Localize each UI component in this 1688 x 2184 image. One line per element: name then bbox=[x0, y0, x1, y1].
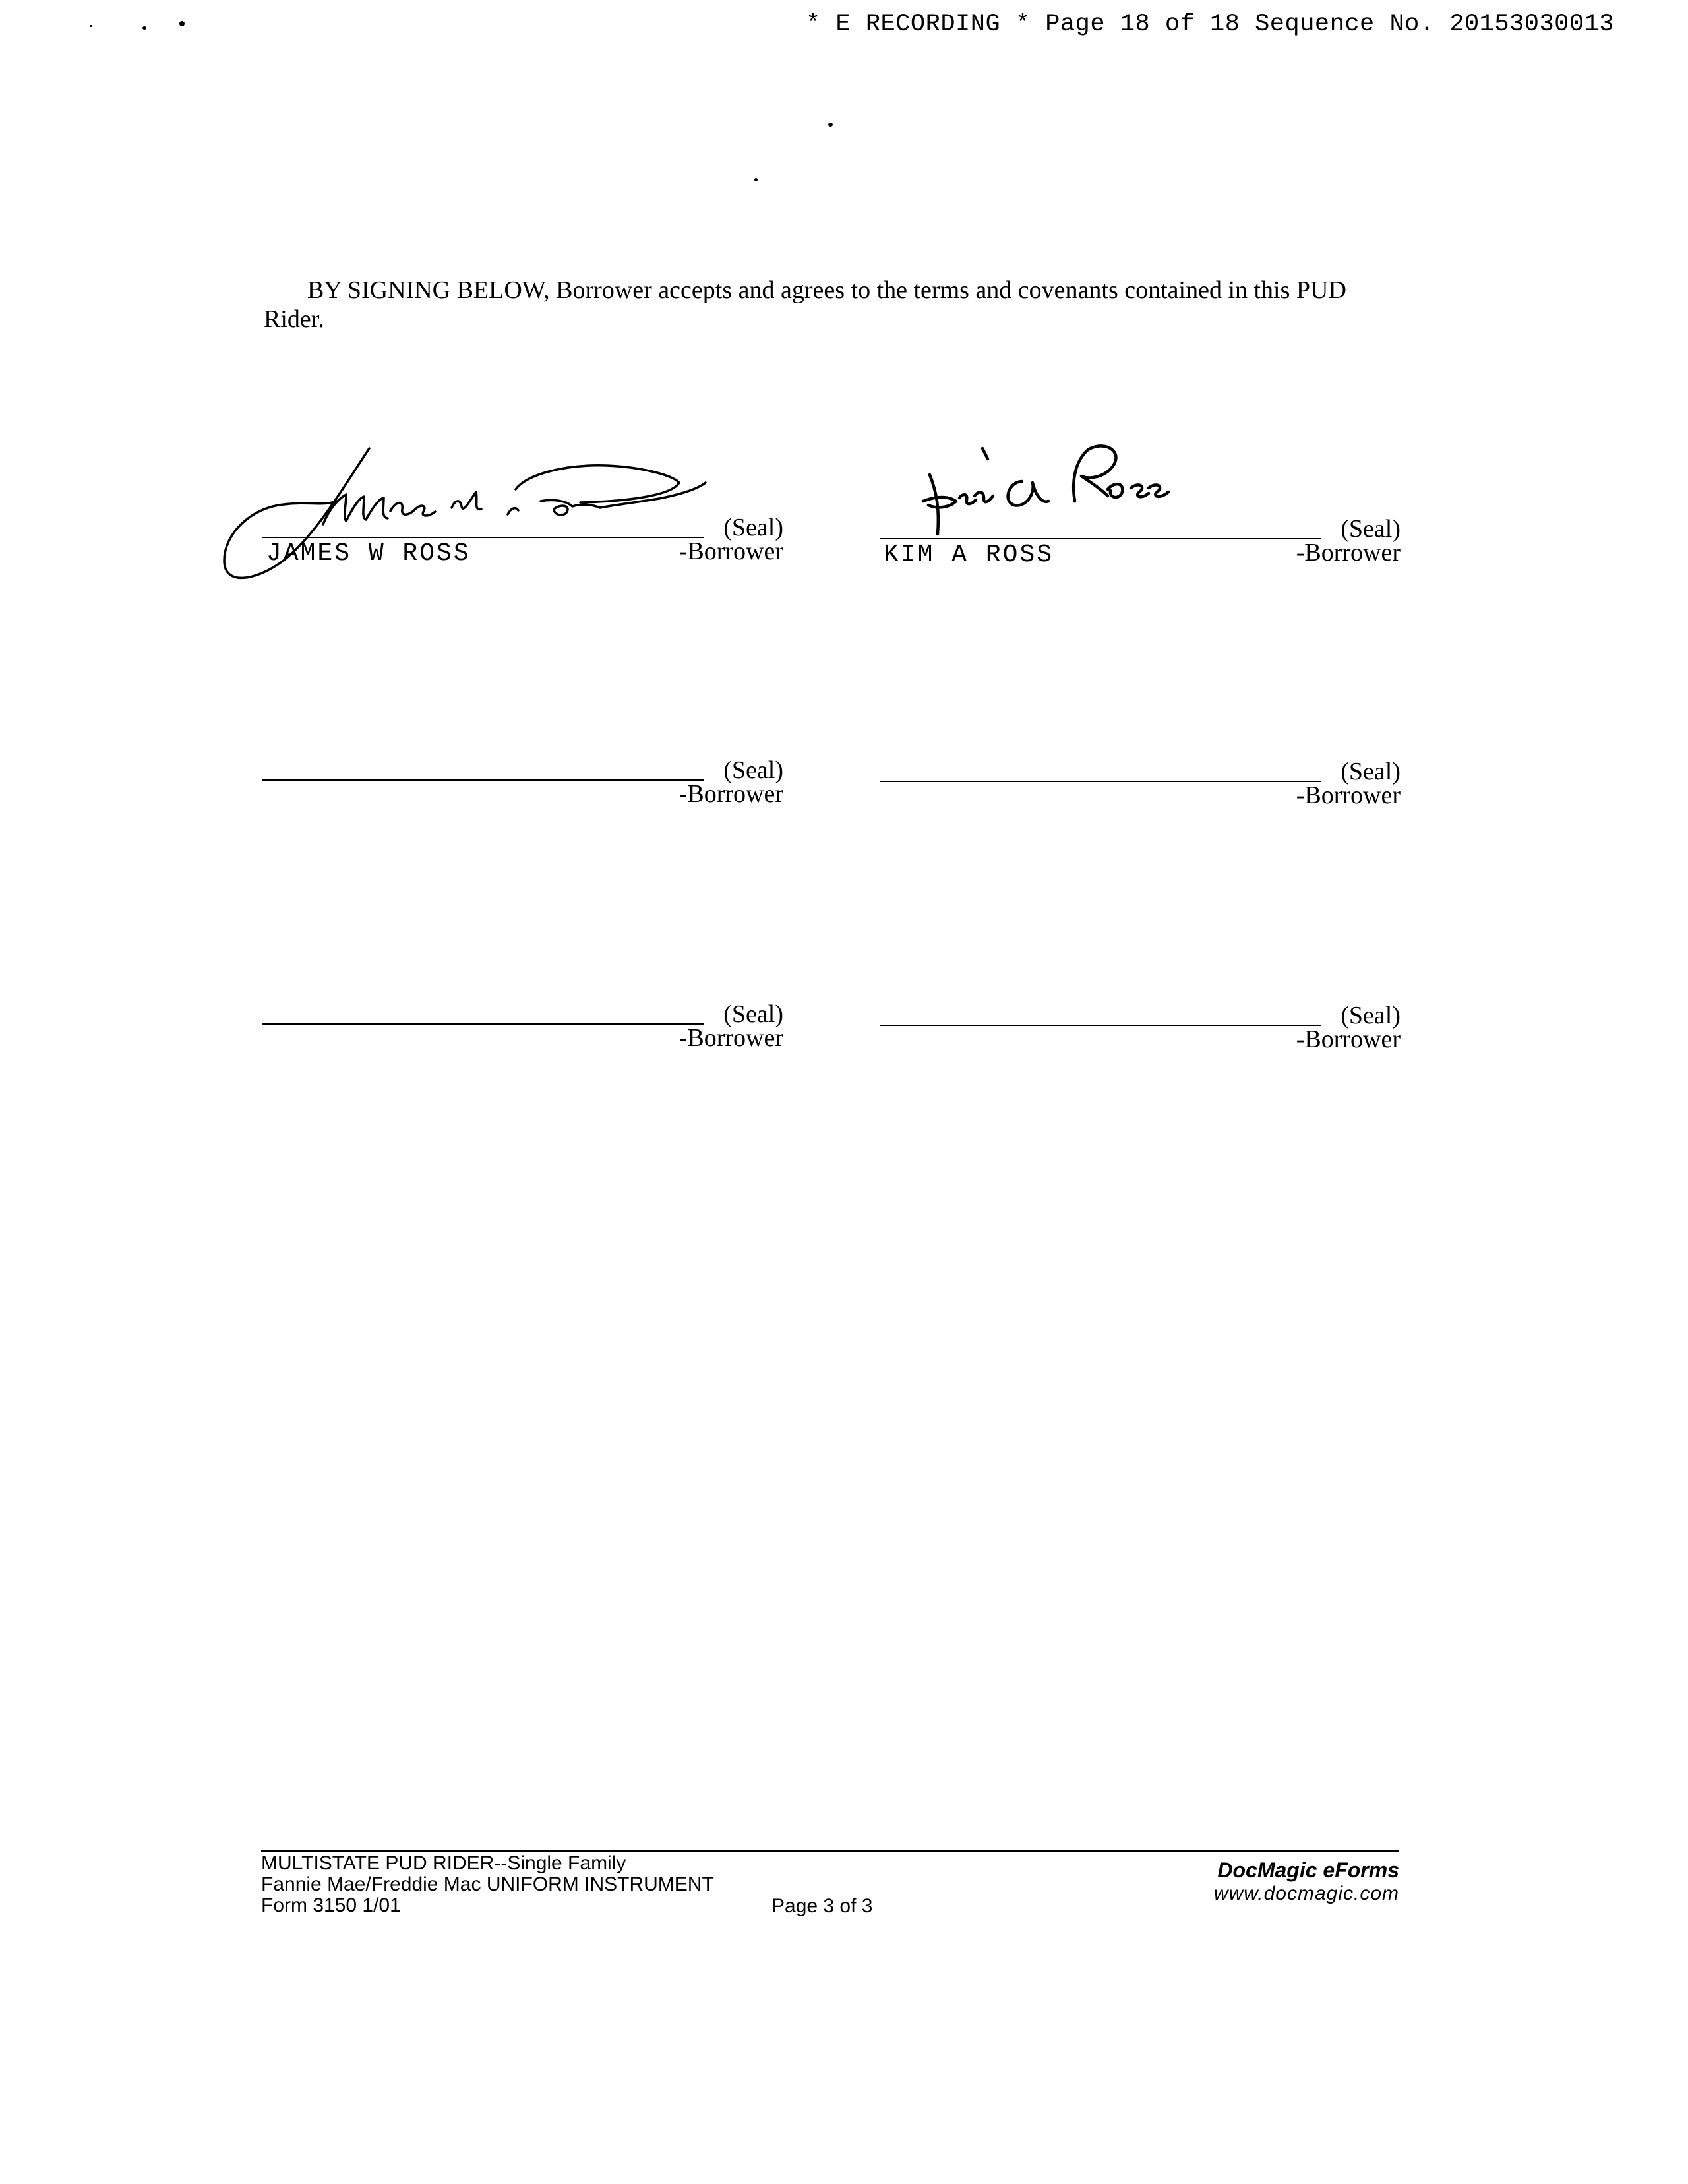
borrower-label: -Borrower bbox=[678, 537, 783, 565]
scan-speck bbox=[90, 25, 92, 27]
signature-line bbox=[262, 537, 704, 538]
seal-label: (Seal) bbox=[1341, 1002, 1401, 1029]
signature-block-james-ross bbox=[262, 510, 783, 574]
signer-name: JAMES W ROSS bbox=[266, 539, 471, 568]
seal-label: (Seal) bbox=[723, 756, 783, 784]
docmagic-logo bbox=[1214, 1858, 1399, 1905]
borrower-label: -Borrower bbox=[1296, 781, 1401, 809]
scan-speck bbox=[828, 123, 833, 127]
form-title: MULTISTATE PUD RIDER--Single Family bbox=[261, 1852, 626, 1874]
signature-line bbox=[880, 781, 1321, 782]
signature-block-borrower-6 bbox=[880, 998, 1401, 1062]
scan-speck bbox=[142, 26, 146, 30]
seal-label: (Seal) bbox=[723, 514, 783, 541]
borrower-label: -Borrower bbox=[1296, 539, 1401, 566]
scan-speck bbox=[754, 178, 758, 181]
signature-block-kim-ross bbox=[880, 512, 1401, 575]
signer-name: KIM A ROSS bbox=[884, 541, 1054, 569]
borrower-label: -Borrower bbox=[1296, 1025, 1401, 1053]
signature-block-borrower-3 bbox=[262, 753, 783, 816]
page-number: Page 3 of 3 bbox=[771, 1895, 873, 1917]
signature-line bbox=[262, 779, 704, 781]
scan-speck bbox=[179, 21, 185, 26]
signature-line bbox=[880, 1025, 1321, 1026]
signature-line bbox=[880, 538, 1321, 539]
signing-statement: BY SIGNING BELOW, Borrower accepts and agrees to the terms and covenants contained in this PUD Rider. bbox=[264, 276, 1346, 333]
form-number: Form 3150 1/01 bbox=[261, 1895, 401, 1916]
seal-label: (Seal) bbox=[723, 1000, 783, 1028]
signature-block-borrower-5 bbox=[262, 997, 783, 1060]
signature-block-borrower-4 bbox=[880, 754, 1401, 818]
borrower-label: -Borrower bbox=[678, 1024, 783, 1052]
brand-name: DocMagic eForms bbox=[1217, 1858, 1399, 1882]
borrower-label: -Borrower bbox=[678, 780, 783, 808]
recording-stamp: * E RECORDING * Page 18 of 18 Sequence No. 20153030013 bbox=[806, 11, 1614, 38]
seal-label: (Seal) bbox=[1341, 758, 1401, 785]
form-identification bbox=[261, 1853, 714, 1916]
brand-url: www.docmagic.com bbox=[1213, 1883, 1399, 1904]
seal-label: (Seal) bbox=[1341, 515, 1401, 543]
form-instrument: Fannie Mae/Freddie Mac UNIFORM INSTRUMENT bbox=[261, 1873, 714, 1895]
signature-line bbox=[262, 1023, 704, 1025]
footer-rule bbox=[261, 1850, 1399, 1852]
